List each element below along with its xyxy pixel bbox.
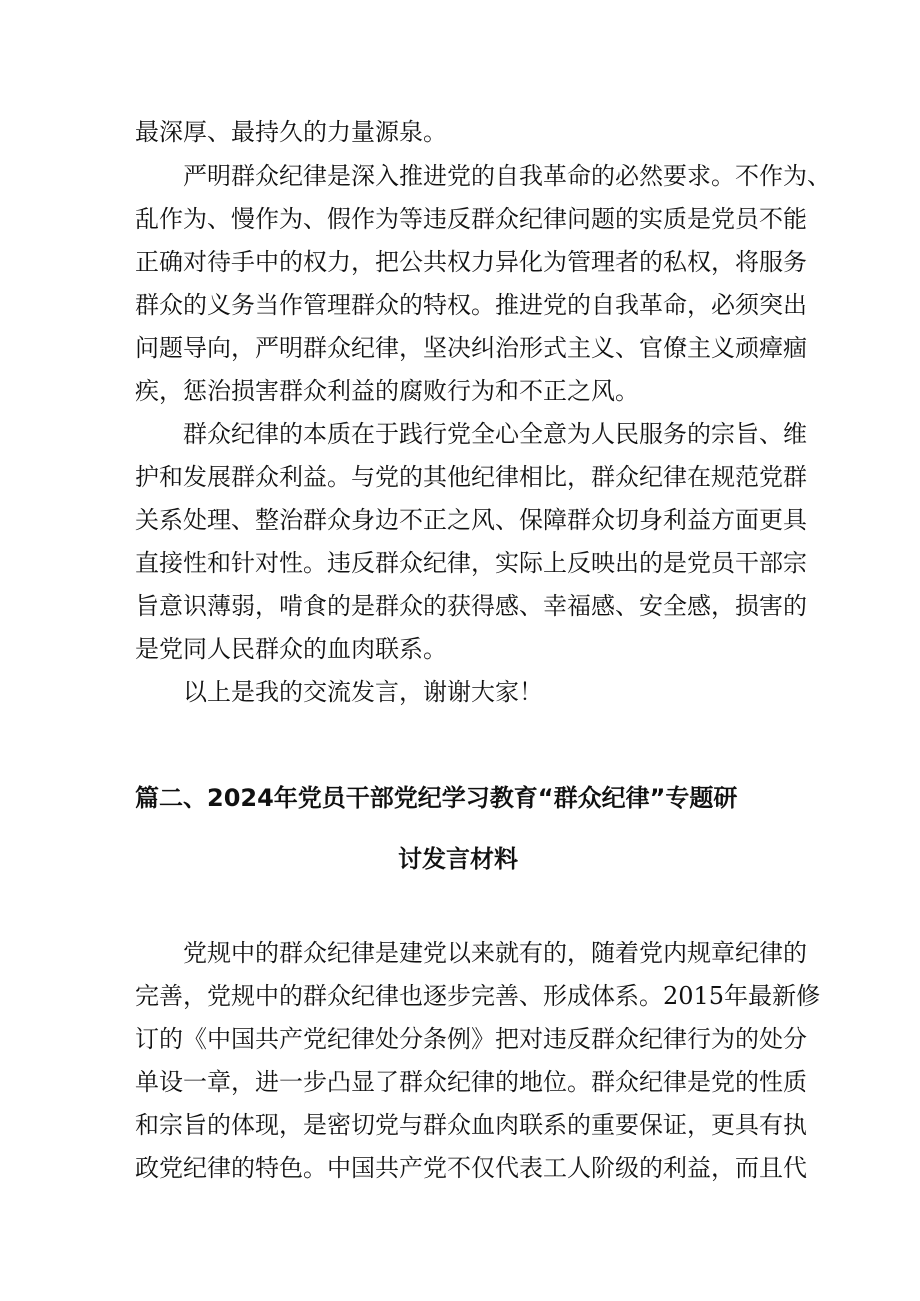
- section-title-line-2: 讨发言材料: [398, 845, 518, 873]
- paragraph-2-line-1: 严明群众纪律是深入推进党的自我革命的必然要求。不作为、: [183, 162, 831, 190]
- closing-remark: 以上是我的交流发言，谢谢大家！: [183, 678, 543, 706]
- paragraph-4-line-5: 和宗旨的体现，是密切党与群众血肉联系的重要保证，更具有执: [135, 1111, 807, 1139]
- paragraph-2-line-5: 问题导向，严明群众纪律，坚决纠治形式主义、官僚主义顽瘴痼: [135, 334, 807, 362]
- paragraph-2-line-3: 正确对待手中的权力，把公共权力异化为管理者的私权，将服务: [135, 248, 807, 276]
- paragraph-1-line-1: 最深厚、最持久的力量源泉。: [135, 118, 447, 146]
- paragraph-4-line-4: 单设一章，进一步凸显了群众纪律的地位。群众纪律是党的性质: [135, 1068, 807, 1096]
- paragraph-4-line-6: 政党纪律的特色。中国共产党不仅代表工人阶级的利益，而且代: [135, 1154, 807, 1182]
- paragraph-2-line-6: 疾，惩治损害群众利益的腐败行为和不正之风。: [135, 377, 639, 405]
- paragraph-3-line-2: 护和发展群众利益。与党的其他纪律相比，群众纪律在规范党群: [135, 463, 807, 491]
- paragraph-3-line-5: 旨意识薄弱，啃食的是群众的获得感、幸福感、安全感，损害的: [135, 592, 807, 620]
- paragraph-2-line-2: 乱作为、慢作为、假作为等违反群众纪律问题的实质是党员不能: [135, 205, 807, 233]
- paragraph-4-line-1: 党规中的群众纪律是建党以来就有的，随着党内规章纪律的: [183, 939, 807, 967]
- paragraph-3-line-1: 群众纪律的本质在于践行党全心全意为人民服务的宗旨、维: [183, 420, 807, 448]
- paragraph-2-line-4: 群众的义务当作管理群众的特权。推进党的自我革命，必须突出: [135, 291, 807, 319]
- section-title-line-1: 篇二、2024年党员干部党纪学习教育“群众纪律”专题研: [135, 784, 738, 812]
- paragraph-4-line-2: 完善，党规中的群众纪律也逐步完善、形成体系。2015年最新修: [135, 982, 821, 1010]
- paragraph-3-line-4: 直接性和针对性。违反群众纪律，实际上反映出的是党员干部宗: [135, 549, 807, 577]
- paragraph-3-line-3: 关系处理、整治群众身边不正之风、保障群众切身利益方面更具: [135, 506, 807, 534]
- paragraph-3-line-6: 是党同人民群众的血肉联系。: [135, 635, 447, 663]
- paragraph-4-line-3: 订的《中国共产党纪律处分条例》把对违反群众纪律行为的处分: [135, 1025, 807, 1053]
